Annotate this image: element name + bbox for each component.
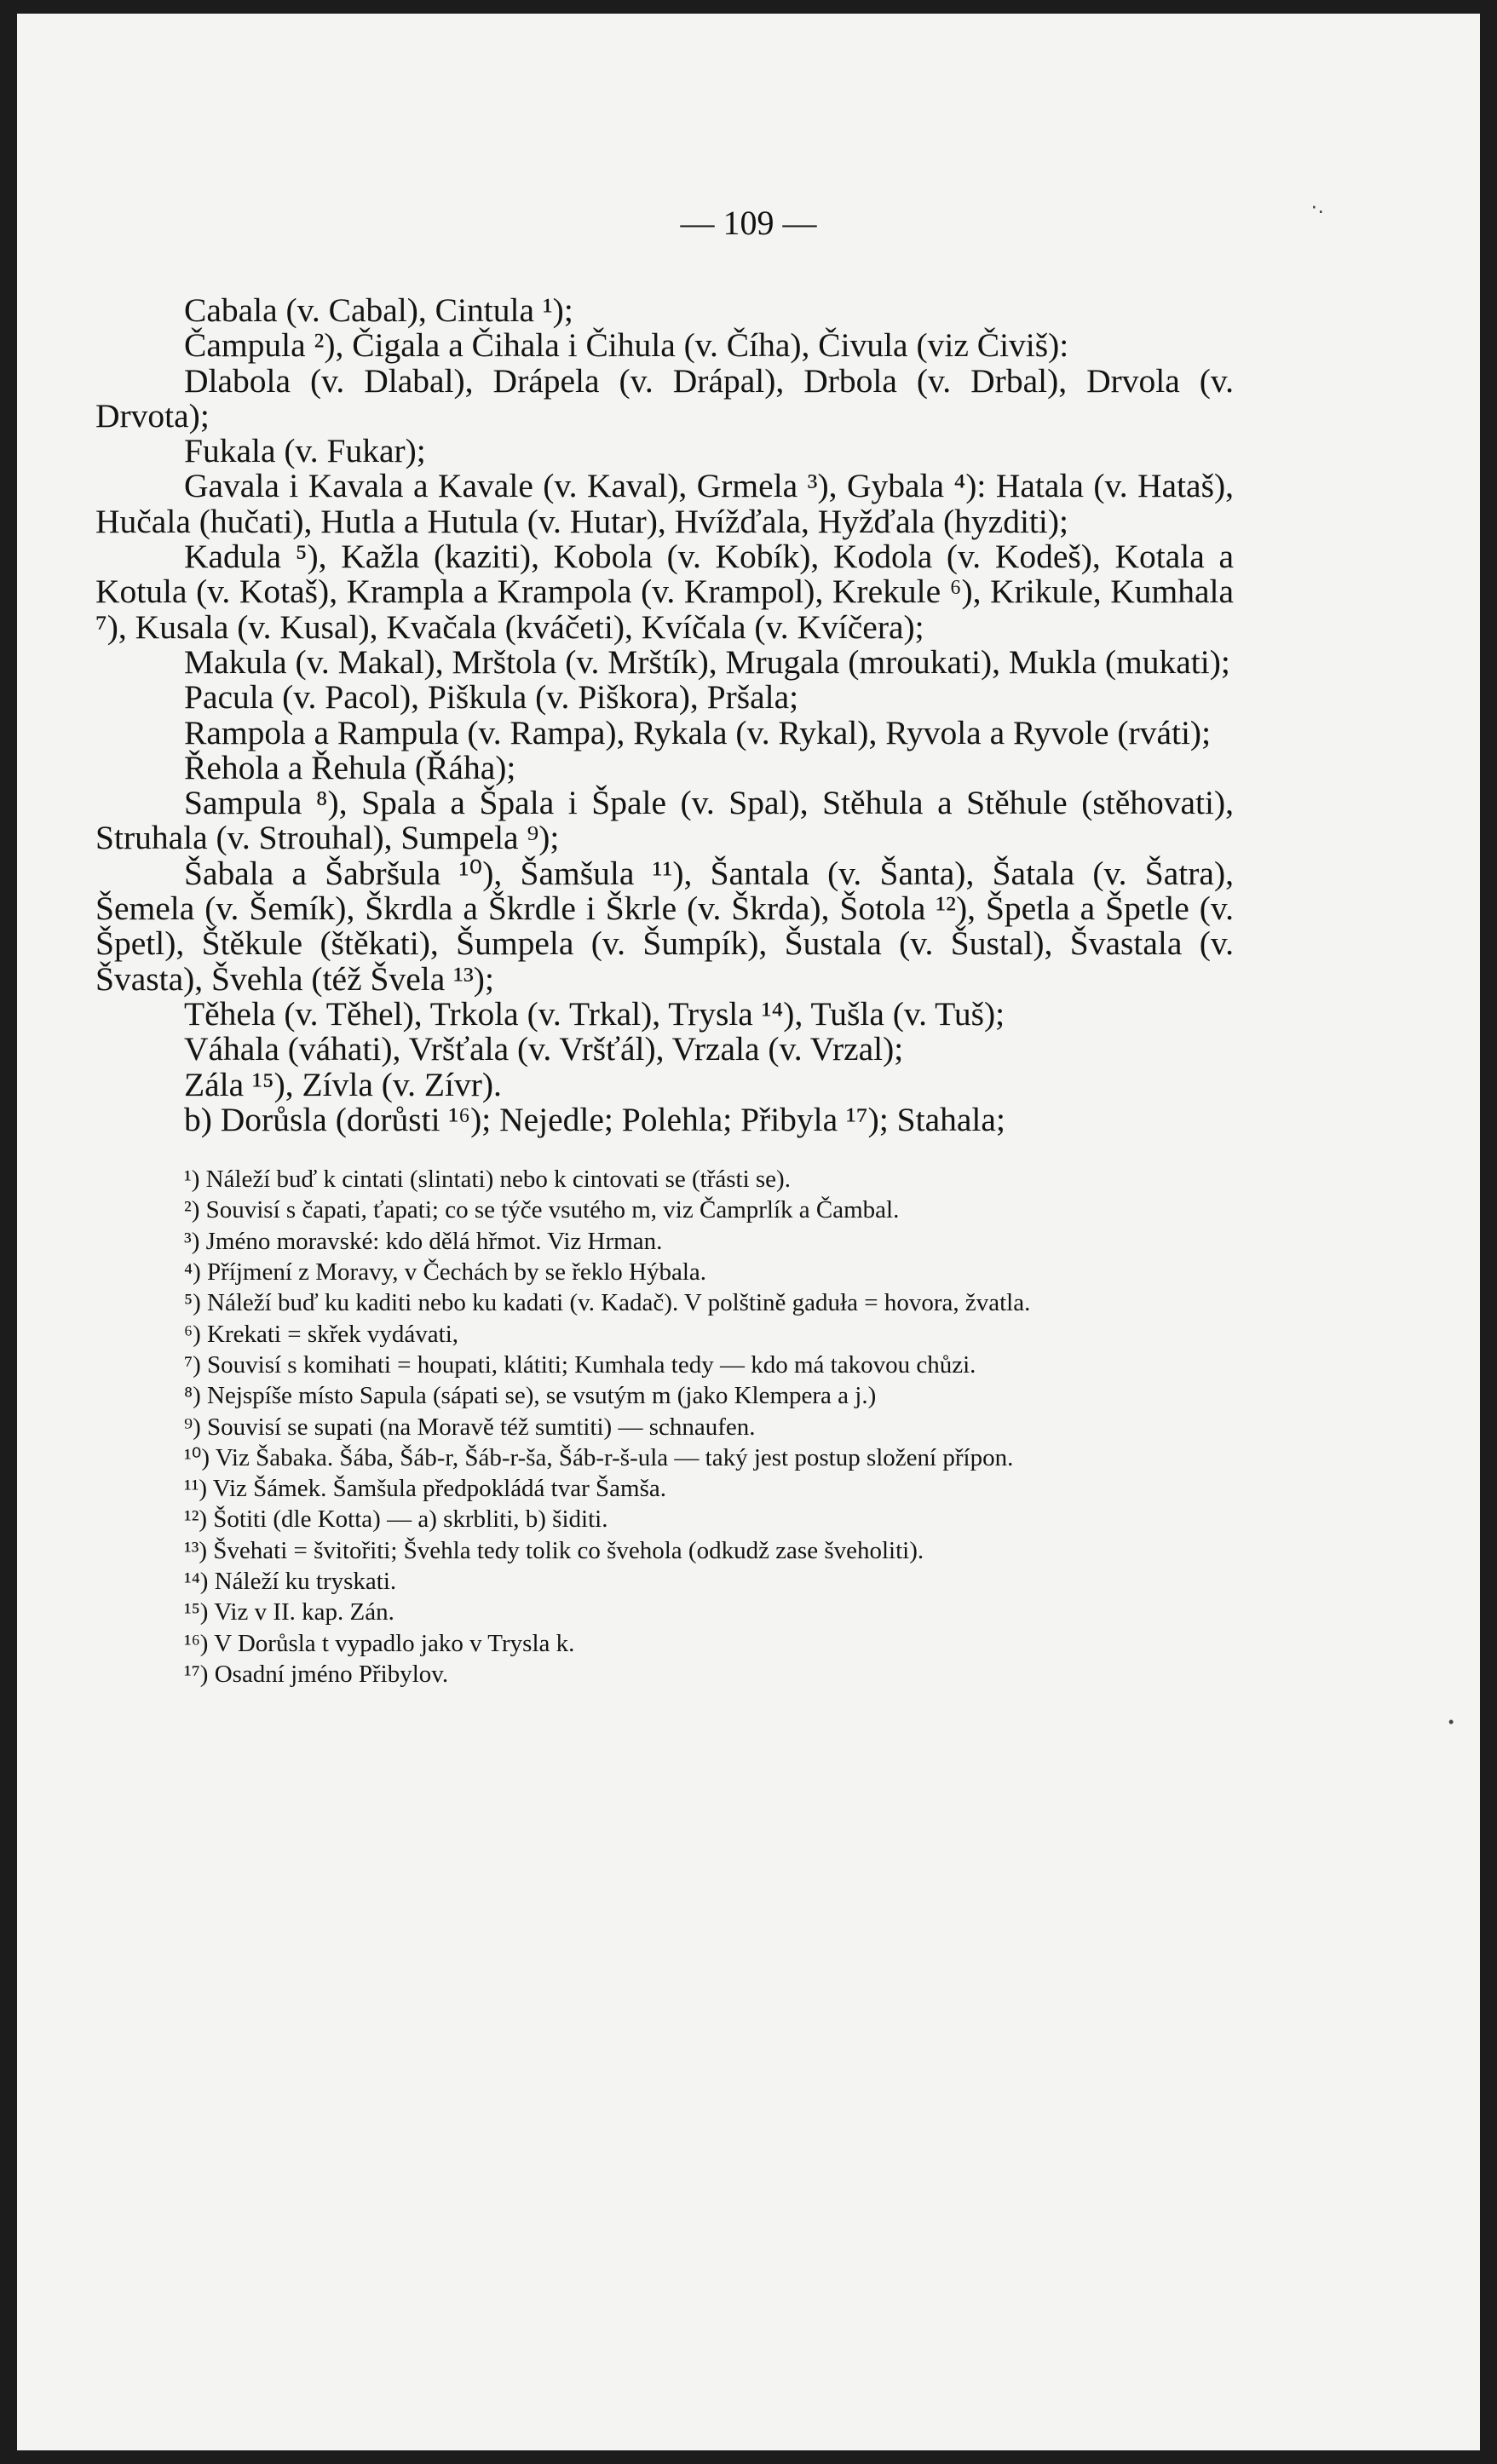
- footnote-4: ⁴) Příjmení z Moravy, v Čechách by se řeklo Hýbala.: [184, 1258, 707, 1287]
- footnote-16: ¹⁶) V Dorůsla t vypadlo jako v Trysla k.: [184, 1629, 575, 1657]
- main-text: [95, 293, 1234, 1137]
- paragraph-k: Kadula ⁵), Kažla (kaziti), Kobola (v. Kobík), Kodola (v. Kodeš), Kotala a Kotula (v. Kotaš), Krampla a Krampola (v. Krampol), Krekule ⁶), Krikule, Kumhala ⁷), Kusala (v. Kusal), Kvačala (kváčeti), Kvíčala (v. Kvíčera);: [95, 538, 1234, 646]
- paragraph-d: Dlabola (v. Dlabal), Drápela (v. Drápal), Drbola (v. Drbal), Drvola (v. Drvota);: [95, 361, 1234, 435]
- margin-mark-right: •: [1448, 1713, 1454, 1730]
- footnote-7: ⁷) Souvisí s komihati = houpati, klátiti; Kumhala tedy — kdo má takovou chůzi.: [184, 1350, 976, 1379]
- footnote-2: ²) Souvisí s čapati, ťapati; co se týče vsutého m, viz Čamprlík a Čambal.: [184, 1196, 900, 1224]
- paragraph-cz: Čampula ²), Čigala a Čihala i Čihula (v. Číha), Čivula (viz Čiviš):: [184, 326, 1069, 365]
- footnote-10: ¹⁰) Viz Šabaka. Šába, Šáb-r, Šáb-r-ša, Šáb-r-š-ula — taký jest postup složení přípon.: [184, 1443, 1014, 1471]
- paragraph-b: b) Dorůsla (dorůsti ¹⁶); Nejedle; Polehla; Přibyla ¹⁷); Stahala;: [184, 1100, 1005, 1138]
- footnote-1: ¹) Náleží buď k cintati (slintati) nebo k cintovati se (třásti se).: [184, 1166, 791, 1194]
- margin-mark-top: ·.: [1310, 193, 1324, 218]
- paragraph-p: Pacula (v. Pacol), Piškula (v. Piškora), Pršala;: [184, 678, 799, 717]
- paragraph-sz: Šabala a Šabršula ¹⁰), Šamšula ¹¹), Šantala (v. Šanta), Šatala (v. Šatra), Šemela (v. Šemík), Škrdla a Škrdle i Škrle (v. Škrda), Šotola ¹²), Špetla a Špetle (v. Špetl), Štěkule (štěkati), Šumpela (v. Šumpík), Šustala (v. Šustal), Švastala (v. Švasta), Švehla (též Švela ¹³);: [95, 854, 1234, 998]
- footnote-3: ³) Jméno moravské: kdo dělá hřmot. Viz Hrman.: [184, 1227, 663, 1255]
- footnote-11: ¹¹) Viz Šámek. Šamšula předpokládá tvar Šamša.: [184, 1475, 666, 1503]
- paragraph-m: Makula (v. Makal), Mrštola (v. Mrštík), Mrugala (mroukati), Mukla (mukati);: [184, 642, 1230, 681]
- paragraph-r: Rampola a Rampula (v. Rampa), Rykala (v. Rykal), Ryvola a Ryvole (rváti);: [184, 713, 1212, 751]
- footnote-9: ⁹) Souvisí se supati (na Moravě též sumtiti) — schnaufen.: [184, 1413, 756, 1441]
- paragraph-v: Váhala (váhati), Vršťala (v. Vršťál), Vrzala (v. Vrzal);: [184, 1030, 904, 1068]
- footnote-14: ¹⁴) Náleží ku tryskati.: [184, 1567, 397, 1595]
- paragraph-c: Cabala (v. Cabal), Cintula ¹);: [184, 291, 573, 329]
- footnotes: [95, 1164, 1234, 1690]
- footnote-15: ¹⁵) Viz v II. kap. Zán.: [184, 1598, 394, 1626]
- paragraph-g-h: Gavala i Kavala a Kavale (v. Kaval), Grmela ³), Gybala ⁴): Hatala (v. Hataš), Hučala (hučati), Hutla a Hutula (v. Hutar), Hvížďala, Hyžďala (hyzditi);: [95, 467, 1234, 540]
- paragraph-z: Zála ¹⁵), Zívla (v. Zívr).: [184, 1065, 502, 1103]
- page-content: [95, 293, 1234, 1690]
- paragraph-f: Fukala (v. Fukar);: [184, 432, 426, 470]
- paragraph-t: Těhela (v. Těhel), Trkola (v. Trkal), Trysla ¹⁴), Tušla (v. Tuš);: [184, 994, 1005, 1033]
- paragraph-s: Sampula ⁸), Spala a Špala i Špale (v. Spal), Stěhula a Stěhule (stěhovati), Struhala (v. Strouhal), Sumpela ⁹);: [95, 784, 1234, 857]
- page-number: — 109 —: [680, 204, 817, 242]
- footnote-13: ¹³) Švehati = švitořiti; Švehla tedy tolik co švehola (odkudž zase šveholiti).: [184, 1536, 924, 1564]
- footnote-8: ⁸) Nejspíše místo Sapula (sápati se), se vsutým m (jako Klempera a j.): [184, 1382, 877, 1410]
- book-page: [17, 14, 1480, 2450]
- footnote-6: ⁶) Krekati = skřek vydávati,: [184, 1320, 459, 1348]
- footnote-5: ⁵) Náleží buď ku kaditi nebo ku kadati (v. Kadač). V polštině gaduła = hovora, žvatla.: [184, 1289, 1031, 1317]
- paragraph-rz: Řehola a Řehula (Řáha);: [184, 748, 516, 786]
- footnote-12: ¹²) Šotiti (dle Kotta) — a) skrbliti, b) šiditi.: [184, 1505, 608, 1534]
- footnote-17: ¹⁷) Osadní jméno Přibylov.: [184, 1660, 449, 1688]
